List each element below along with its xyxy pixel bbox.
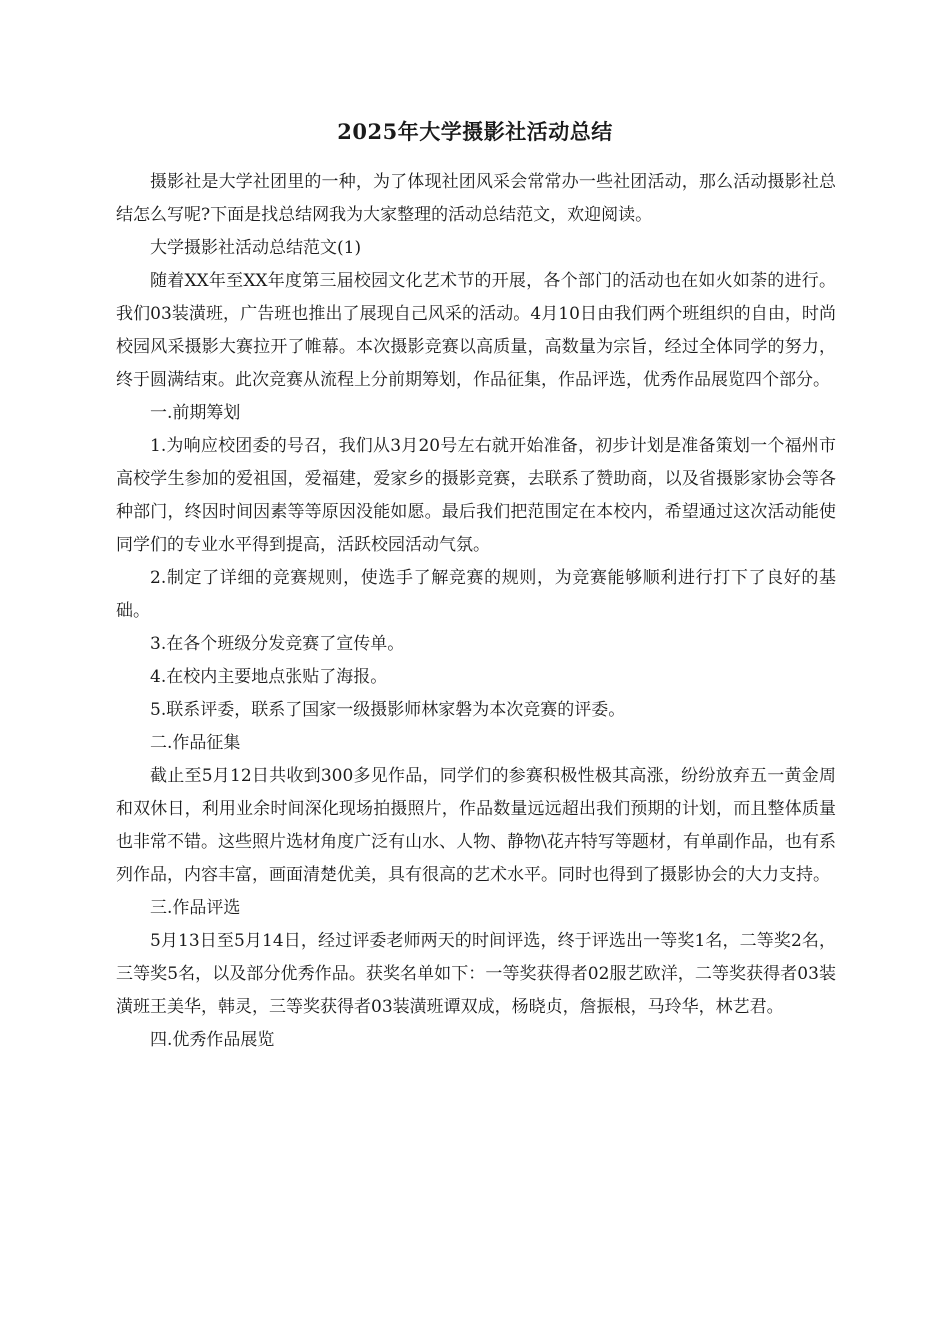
intro-paragraph: 摄影社是大学社团里的一种，为了体现社团风采会常常办一些社团活动，那么活动摄影社总结怎么写呢?下面是找总结网我为大家整理的活动总结范文，欢迎阅读。 [116, 172, 836, 225]
sample-heading: 大学摄影社活动总结范文(1) [150, 238, 362, 258]
overview-paragraph: 随着XX年至XX年度第三届校园文化艺术节的开展，各个部门的活动也在如火如荼的进行。我们03装潢班，广告班也推出了展现自己风采的活动。4月10日由我们两个班组织的自由，时尚校园风采摄影大赛拉开了帷幕。本次摄影竞赛以高质量，高数量为宗旨，经过全体同学的努力，终于圆满结束。此次竞赛从流程上分前期筹划，作品征集，作品评选，优秀作品展览四个部分。 [116, 271, 836, 390]
section-heading-planning: 一.前期筹划 [150, 403, 241, 423]
document-title: 2025年大学摄影社活动总结 [337, 119, 613, 144]
judging-paragraph: 5月13日至5月14日，经过评委老师两天的时间评选，终于评选出一等奖1名，二等奖2名，三等奖5名，以及部分优秀作品。获奖名单如下：一等奖获得者02服艺欧洋，二等奖获得者03装潢班王美华，韩灵，三等奖获得者03装潢班谭双成，杨晓贞，詹振根，马玲华，林艺君。 [116, 931, 836, 1017]
planning-item-2: 2.制定了详细的竞赛规则，使选手了解竞赛的规则，为竞赛能够顺利进行打下了良好的基础。 [116, 568, 836, 621]
planning-item-4: 4.在校内主要地点张贴了海报。 [150, 667, 388, 687]
section-heading-exhibition: 四.优秀作品展览 [150, 1030, 275, 1050]
section-heading-collection: 二.作品征集 [150, 733, 241, 753]
planning-item-5: 5.联系评委，联系了国家一级摄影师林家磐为本次竞赛的评委。 [150, 700, 626, 720]
section-heading-judging: 三.作品评选 [150, 898, 241, 918]
document-body [116, 166, 836, 1057]
planning-item-1: 1.为响应校团委的号召，我们从3月20号左右就开始准备，初步计划是准备策划一个福州市高校学生参加的爱祖国，爱福建，爱家乡的摄影竞赛，去联系了赞助商，以及省摄影家协会等各种部门，终因时间因素等等原因没能如愿。最后我们把范围定在本校内，希望通过这次活动能使同学们的专业水平得到提高，活跃校园活动气氛。 [116, 436, 836, 555]
collection-paragraph: 截止至5月12日共收到300多见作品，同学们的参赛积极性极其高涨，纷纷放弃五一黄金周和双休日，利用业余时间深化现场拍摄照片，作品数量远远超出我们预期的计划，而且整体质量也非常不错。这些照片选材角度广泛有山水、人物、静物\花卉特写等题材，有单副作品，也有系列作品，内容丰富，画面清楚优美，具有很高的艺术水平。同时也得到了摄影协会的大力支持。 [116, 766, 836, 885]
planning-item-3: 3.在各个班级分发竞赛了宣传单。 [150, 634, 405, 654]
